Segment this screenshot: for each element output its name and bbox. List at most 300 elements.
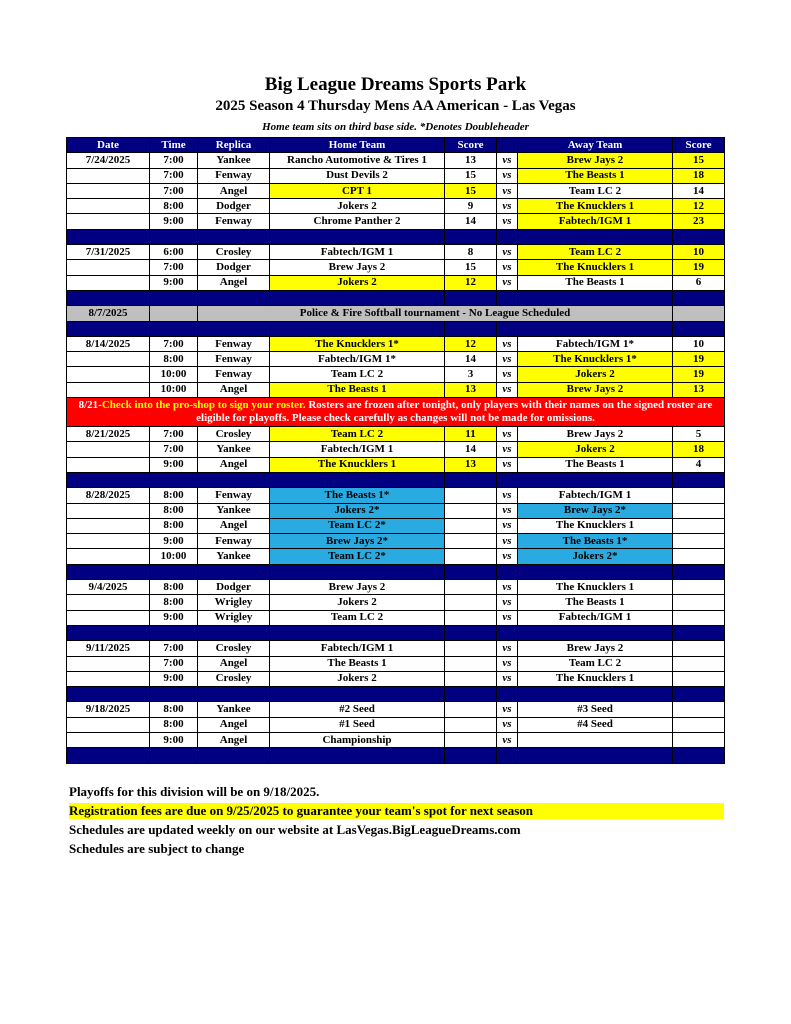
time-cell: 10:00: [150, 367, 198, 382]
time-cell: 6:00: [150, 245, 198, 260]
home-team-cell: Fabtech/IGM 1: [270, 641, 445, 656]
game-row: [67, 457, 725, 472]
vs-label: vs: [497, 656, 518, 671]
time-cell: 8:00: [150, 702, 198, 717]
time-cell: 7:00: [150, 168, 198, 183]
page-subtitle: 2025 Season 4 Thursday Mens AA American - Las Vegas: [215, 98, 576, 114]
separator-cell: [67, 687, 150, 702]
separator-cell: [198, 564, 270, 579]
home-team-cell: The Beasts 1: [270, 656, 445, 671]
home-score-cell: [445, 702, 497, 717]
schedule-body: [67, 153, 725, 763]
game-row: [67, 183, 725, 198]
home-score-cell: [445, 488, 497, 503]
time-cell: 7:00: [150, 656, 198, 671]
separator-cell: [445, 748, 497, 763]
field-cell: Wrigley: [198, 610, 270, 625]
separator-cell: [445, 290, 497, 305]
date-cell: 9/4/2025: [67, 580, 150, 595]
separator-cell: [150, 472, 198, 487]
date-cell: 8/14/2025: [67, 336, 150, 351]
away-team-cell: The Knucklers 1: [518, 580, 673, 595]
separator-row: [67, 321, 725, 336]
away-team-cell: Fabtech/IGM 1*: [518, 336, 673, 351]
time-cell: 7:00: [150, 442, 198, 457]
separator-cell: [150, 625, 198, 640]
date-cell: [67, 214, 150, 229]
game-row: [67, 702, 725, 717]
separator-row: [67, 564, 725, 579]
game-row: [67, 442, 725, 457]
field-cell: Angel: [198, 382, 270, 397]
time-cell: 8:00: [150, 518, 198, 533]
separator-row: [67, 748, 725, 763]
away-team-cell: The Beasts 1: [518, 595, 673, 610]
date-cell: [67, 534, 150, 549]
separator-cell: [67, 625, 150, 640]
away-team-cell: #3 Seed: [518, 702, 673, 717]
time-cell: 8:00: [150, 503, 198, 518]
vs-label: vs: [497, 245, 518, 260]
home-team-cell: Team LC 2: [270, 610, 445, 625]
game-row: [67, 336, 725, 351]
home-team-cell: The Beasts 1*: [270, 488, 445, 503]
home-team-cell: Jokers 2: [270, 275, 445, 290]
time-cell: 7:00: [150, 153, 198, 168]
time-cell: 8:00: [150, 488, 198, 503]
separator-cell: [270, 472, 445, 487]
date-cell: [67, 732, 150, 747]
away-score-cell: 18: [673, 442, 725, 457]
col-header-vs: [497, 138, 518, 153]
separator-cell: [445, 321, 497, 336]
game-row: [67, 275, 725, 290]
game-row: [67, 671, 725, 686]
separator-cell: [67, 472, 150, 487]
vs-label: vs: [497, 671, 518, 686]
separator-cell: [198, 625, 270, 640]
away-score-cell: [673, 717, 725, 732]
separator-row: [67, 625, 725, 640]
separator-cell: [673, 748, 725, 763]
time-cell: 9:00: [150, 671, 198, 686]
vs-label: vs: [497, 153, 518, 168]
time-cell: 9:00: [150, 610, 198, 625]
away-team-cell: The Beasts 1: [518, 168, 673, 183]
away-team-cell: Jokers 2: [518, 367, 673, 382]
vs-label: vs: [497, 367, 518, 382]
home-team-cell: The Knucklers 1*: [270, 336, 445, 351]
date-cell: 7/24/2025: [67, 153, 150, 168]
separator-cell: [497, 625, 518, 640]
away-score-cell: 4: [673, 457, 725, 472]
separator-cell: [198, 472, 270, 487]
vs-label: vs: [497, 427, 518, 442]
home-team-cell: #2 Seed: [270, 702, 445, 717]
separator-cell: [518, 290, 673, 305]
field-cell: Fenway: [198, 352, 270, 367]
time-cell: 7:00: [150, 427, 198, 442]
game-row: [67, 153, 725, 168]
time-cell: 10:00: [150, 382, 198, 397]
separator-cell: [673, 290, 725, 305]
home-score-cell: [445, 732, 497, 747]
game-row: [67, 260, 725, 275]
away-team-cell: Brew Jays 2*: [518, 503, 673, 518]
game-row: [67, 534, 725, 549]
date-cell: [67, 457, 150, 472]
field-cell: Dodger: [198, 199, 270, 214]
separator-cell: [445, 625, 497, 640]
away-score-cell: [673, 595, 725, 610]
home-team-cell: Rancho Automotive & Tires 1: [270, 153, 445, 168]
field-cell: Fenway: [198, 488, 270, 503]
notice-highlight-text: Check into the pro-shop to sign your roster.: [101, 399, 306, 412]
away-score-cell: [673, 702, 725, 717]
date-cell: [67, 656, 150, 671]
home-score-cell: 14: [445, 214, 497, 229]
game-row: [67, 488, 725, 503]
field-cell: Wrigley: [198, 595, 270, 610]
game-row: [67, 580, 725, 595]
home-team-cell: Brew Jays 2: [270, 260, 445, 275]
vs-label: vs: [497, 336, 518, 351]
separator-cell: [270, 229, 445, 244]
away-score-cell: [673, 549, 725, 564]
separator-cell: [198, 748, 270, 763]
separator-cell: [497, 564, 518, 579]
field-cell: Crosley: [198, 641, 270, 656]
vs-label: vs: [497, 260, 518, 275]
vs-label: vs: [497, 214, 518, 229]
home-team-cell: Championship: [270, 732, 445, 747]
roster-notice-row: [67, 398, 725, 427]
away-team-cell: Brew Jays 2: [518, 427, 673, 442]
away-team-cell: #4 Seed: [518, 717, 673, 732]
separator-cell: [67, 290, 150, 305]
field-cell: Fenway: [198, 336, 270, 351]
separator-cell: [518, 229, 673, 244]
separator-cell: [270, 625, 445, 640]
vs-label: vs: [497, 442, 518, 457]
time-cell: 9:00: [150, 534, 198, 549]
date-cell: [67, 260, 150, 275]
home-team-cell: Team LC 2: [270, 367, 445, 382]
home-score-cell: 15: [445, 183, 497, 198]
game-row: [67, 518, 725, 533]
home-score-cell: 11: [445, 427, 497, 442]
away-team-cell: Brew Jays 2: [518, 641, 673, 656]
field-cell: Yankee: [198, 503, 270, 518]
separator-cell: [497, 321, 518, 336]
home-score-cell: [445, 610, 497, 625]
home-score-cell: [445, 641, 497, 656]
home-score-cell: 3: [445, 367, 497, 382]
separator-cell: [518, 625, 673, 640]
field-cell: Angel: [198, 183, 270, 198]
away-team-cell: Fabtech/IGM 1: [518, 610, 673, 625]
home-score-cell: [445, 671, 497, 686]
field-cell: Dodger: [198, 260, 270, 275]
away-score-cell: 14: [673, 183, 725, 198]
vs-label: vs: [497, 352, 518, 367]
schedule-table: [66, 137, 725, 764]
col-header-date: Date: [67, 138, 150, 153]
vs-label: vs: [497, 641, 518, 656]
game-row: [67, 199, 725, 214]
separator-cell: [673, 564, 725, 579]
separator-row: [67, 472, 725, 487]
away-score-cell: [673, 518, 725, 533]
away-score-cell: 19: [673, 352, 725, 367]
game-row: [67, 656, 725, 671]
away-team-cell: The Knucklers 1: [518, 199, 673, 214]
separator-cell: [518, 564, 673, 579]
away-score-cell: [673, 656, 725, 671]
date-cell: 8/21/2025: [67, 427, 150, 442]
game-row: [67, 427, 725, 442]
separator-cell: [67, 229, 150, 244]
field-cell: Yankee: [198, 702, 270, 717]
home-score-cell: 14: [445, 352, 497, 367]
separator-cell: [198, 687, 270, 702]
away-score-cell: 10: [673, 336, 725, 351]
registration-note: Registration fees are due on 9/25/2025 to guarantee your team's spot for next season: [69, 803, 724, 819]
col-header-time: Time: [150, 138, 198, 153]
away-score-cell: 19: [673, 260, 725, 275]
field-cell: Yankee: [198, 549, 270, 564]
home-score-cell: 14: [445, 442, 497, 457]
field-cell: Angel: [198, 457, 270, 472]
field-cell: Yankee: [198, 442, 270, 457]
game-row: [67, 595, 725, 610]
field-cell: Angel: [198, 732, 270, 747]
time-cell: 8:00: [150, 595, 198, 610]
date-cell: [67, 610, 150, 625]
separator-cell: [67, 748, 150, 763]
vs-label: vs: [497, 549, 518, 564]
date-cell: 9/11/2025: [67, 641, 150, 656]
away-team-cell: The Beasts 1: [518, 457, 673, 472]
away-team-cell: The Knucklers 1: [518, 260, 673, 275]
away-team-cell: The Knucklers 1*: [518, 352, 673, 367]
home-team-cell: Fabtech/IGM 1: [270, 245, 445, 260]
vs-label: vs: [497, 518, 518, 533]
separator-cell: [673, 229, 725, 244]
time-cell: 8:00: [150, 580, 198, 595]
away-score-cell: 15: [673, 153, 725, 168]
game-row: [67, 168, 725, 183]
vs-label: vs: [497, 610, 518, 625]
game-row: [67, 641, 725, 656]
vs-label: vs: [497, 488, 518, 503]
home-team-cell: The Beasts 1: [270, 382, 445, 397]
time-cell: 8:00: [150, 717, 198, 732]
game-row: [67, 214, 725, 229]
field-cell: Crosley: [198, 245, 270, 260]
date-cell: [67, 442, 150, 457]
vs-label: vs: [497, 168, 518, 183]
home-score-cell: 12: [445, 275, 497, 290]
game-row: [67, 732, 725, 747]
away-score-cell: [673, 641, 725, 656]
away-team-cell: Jokers 2*: [518, 549, 673, 564]
separator-cell: [150, 564, 198, 579]
separator-cell: [270, 290, 445, 305]
subject-to-change-note: Schedules are subject to change: [69, 841, 245, 856]
away-score-cell: 13: [673, 382, 725, 397]
vs-label: vs: [497, 717, 518, 732]
field-cell: Angel: [198, 717, 270, 732]
time-cell: 9:00: [150, 214, 198, 229]
away-score-cell: 19: [673, 367, 725, 382]
separator-cell: [445, 564, 497, 579]
separator-cell: [67, 321, 150, 336]
separator-cell: [270, 564, 445, 579]
home-score-cell: [445, 518, 497, 533]
home-score-cell: 9: [445, 199, 497, 214]
website-note: Schedules are updated weekly on our website at LasVegas.BigLeagueDreams.com: [69, 822, 521, 837]
separator-cell: [497, 229, 518, 244]
notice-text: Rosters are frozen after tonight, only players with their names on the signed roster are eligible for playoffs. Please check carefully as changes will not be made for omissions.: [196, 399, 713, 425]
field-cell: Fenway: [198, 214, 270, 229]
home-score-cell: [445, 595, 497, 610]
away-team-cell: Fabtech/IGM 1: [518, 214, 673, 229]
game-row: [67, 503, 725, 518]
col-header-replica: Replica: [198, 138, 270, 153]
game-row: [67, 352, 725, 367]
home-team-cell: Team LC 2*: [270, 549, 445, 564]
date-cell: [67, 199, 150, 214]
vs-label: vs: [497, 580, 518, 595]
game-row: [67, 367, 725, 382]
separator-cell: [497, 472, 518, 487]
away-score-cell: [673, 610, 725, 625]
home-team-cell: Team LC 2: [270, 427, 445, 442]
vs-label: vs: [497, 183, 518, 198]
field-cell: Yankee: [198, 153, 270, 168]
field-cell: Fenway: [198, 534, 270, 549]
away-team-cell: The Knucklers 1: [518, 671, 673, 686]
date-cell: [67, 367, 150, 382]
no-games-message: Police & Fire Softball tournament - No League Scheduled: [198, 306, 673, 321]
home-team-cell: CPT 1: [270, 183, 445, 198]
home-score-cell: 15: [445, 168, 497, 183]
separator-cell: [198, 321, 270, 336]
home-team-cell: Brew Jays 2*: [270, 534, 445, 549]
playoffs-note: Playoffs for this division will be on 9/18/2025.: [69, 784, 320, 799]
separator-cell: [198, 229, 270, 244]
away-score-cell: [673, 732, 725, 747]
separator-cell: [673, 472, 725, 487]
away-score-cell: [673, 671, 725, 686]
separator-cell: [518, 472, 673, 487]
vs-label: vs: [497, 275, 518, 290]
date-cell: 9/18/2025: [67, 702, 150, 717]
away-score-cell: [673, 503, 725, 518]
separator-cell: [198, 290, 270, 305]
home-team-cell: #1 Seed: [270, 717, 445, 732]
time-cell: 7:00: [150, 183, 198, 198]
page-title: Big League Dreams Sports Park: [264, 74, 527, 95]
away-team-cell: Fabtech/IGM 1: [518, 488, 673, 503]
date-cell: [67, 183, 150, 198]
date-cell: [67, 671, 150, 686]
away-score-cell: 5: [673, 427, 725, 442]
separator-cell: [518, 321, 673, 336]
vs-label: vs: [497, 595, 518, 610]
col-header-home-team: Home Team: [270, 138, 445, 153]
separator-row: [67, 687, 725, 702]
away-score-cell: [673, 580, 725, 595]
home-score-cell: [445, 503, 497, 518]
away-score-cell: [673, 534, 725, 549]
separator-cell: [497, 748, 518, 763]
time-cell: 8:00: [150, 352, 198, 367]
separator-cell: [270, 321, 445, 336]
date-cell: [67, 717, 150, 732]
field-cell: Crosley: [198, 427, 270, 442]
field-cell: Fenway: [198, 367, 270, 382]
home-team-cell: Fabtech/IGM 1*: [270, 352, 445, 367]
home-team-cell: Fabtech/IGM 1: [270, 442, 445, 457]
table-header-row: [67, 138, 725, 153]
away-team-cell: [518, 732, 673, 747]
time-cell: 7:00: [150, 641, 198, 656]
away-team-cell: The Knucklers 1: [518, 518, 673, 533]
separator-cell: [673, 625, 725, 640]
separator-cell: [150, 229, 198, 244]
home-score-cell: 15: [445, 260, 497, 275]
home-score-cell: [445, 549, 497, 564]
date-cell: [67, 168, 150, 183]
home-team-cell: Chrome Panther 2: [270, 214, 445, 229]
game-row: [67, 610, 725, 625]
home-score-cell: 12: [445, 336, 497, 351]
home-score-cell: [445, 717, 497, 732]
separator-row: [67, 290, 725, 305]
time-cell: [150, 306, 198, 321]
away-team-cell: Team LC 2: [518, 656, 673, 671]
time-cell: 9:00: [150, 457, 198, 472]
away-team-cell: Jokers 2: [518, 442, 673, 457]
col-header-away-score: Score: [673, 138, 725, 153]
field-cell: Angel: [198, 656, 270, 671]
game-row: [67, 717, 725, 732]
home-team-cell: Jokers 2: [270, 199, 445, 214]
vs-label: vs: [497, 732, 518, 747]
home-score-cell: 13: [445, 457, 497, 472]
away-team-cell: Team LC 2: [518, 183, 673, 198]
separator-cell: [518, 748, 673, 763]
home-score-cell: [445, 580, 497, 595]
time-cell: 9:00: [150, 732, 198, 747]
field-cell: Angel: [198, 275, 270, 290]
home-score-cell: 13: [445, 382, 497, 397]
vs-label: vs: [497, 457, 518, 472]
separator-cell: [270, 687, 445, 702]
home-score-cell: [445, 534, 497, 549]
separator-cell: [150, 321, 198, 336]
away-team-cell: The Beasts 1: [518, 275, 673, 290]
separator-cell: [67, 564, 150, 579]
separator-cell: [673, 321, 725, 336]
date-cell: [67, 382, 150, 397]
home-team-cell: Brew Jays 2: [270, 580, 445, 595]
vs-label: vs: [497, 503, 518, 518]
separator-cell: [150, 748, 198, 763]
field-cell: Crosley: [198, 671, 270, 686]
